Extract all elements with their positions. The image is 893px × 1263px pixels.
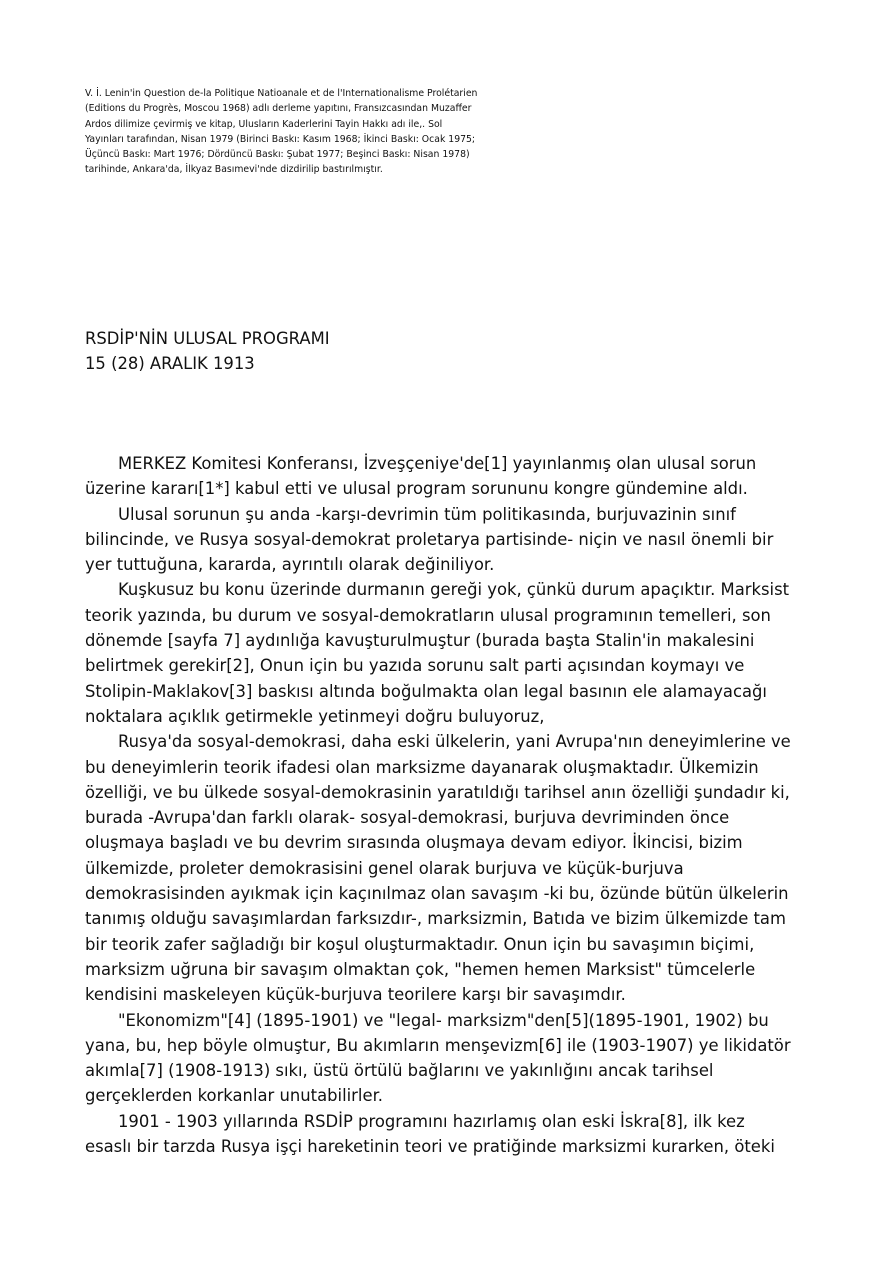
text-line: teorik yazında, bu durum ve sosyal-demokratların ulusal programının temelleri, son	[85, 605, 771, 625]
text-line: tanımış olduğu savaşımlardan farksızdır-, marksizmin, Batıda ve bizim ülkemizde tam	[85, 909, 786, 929]
paragraph-first-line: 1901 - 1903 yıllarında RSDİP programını hazırlamış olan eski İskra[8], ilk kez	[118, 1111, 745, 1131]
section-heading	[85, 326, 330, 376]
colophon-line: Ardos dilimize çevirmiş ve kitap, Ulusların Kaderlerini Tayin Hakkı adı ile,. Sol	[85, 118, 443, 130]
text-line: özelliği, ve bu ülkede sosyal-demokrasinin yaratıldığı tarihsel anın özelliği şundadır ki,	[85, 782, 790, 802]
text-line: esaslı bir tarzda Rusya işçi hareketinin teori ve pratiğinde marksizmi kurarken, öteki	[85, 1137, 775, 1157]
paragraph-first-line: MERKEZ Komitesi Konferansı, İzveşçeniye'de[1] yayınlanmış olan ulusal sorun	[118, 454, 757, 473]
text-line: bir teorik zafer sağladığı bir koşul oluşturmaktadır. Onun için bu savaşımın biçimi,	[85, 934, 755, 954]
colophon-line: Yayınları tarafından, Nisan 1979 (Birinci Baskı: Kasım 1968; İkinci Baskı: Ocak 1975;	[85, 133, 476, 145]
text-line: belirtmek gerekir[2], Onun için bu yazıda sorunu salt parti açısından koymayı ve	[85, 656, 745, 676]
article-body	[85, 451, 815, 1159]
paragraph-first-line: Rusya'da sosyal-demokrasi, daha eski ülkelerin, yani Avrupa'nın deneyimlerine ve	[118, 732, 791, 752]
text-line: bu deneyimlerin teorik ifadesi olan marksizme dayanarak oluşmaktadır. Ülkemizin	[85, 757, 759, 777]
colophon-line: Üçüncü Baskı: Mart 1976; Dördüncü Baskı: Şubat 1977; Beşinci Baskı: Nisan 1978)	[85, 149, 470, 161]
title-date: 15 (28) ARALIK 1913	[85, 354, 255, 373]
text-line: marksizm uğruna bir savaşım olmaktan çok, "hemen hemen Marksist" tümcelerle	[85, 959, 756, 979]
text-line: yer tuttuğuna, kararda, ayrıntılı olarak değiniliyor.	[85, 555, 495, 575]
text-line: gerçeklerden korkanlar unutabilirler.	[85, 1086, 384, 1106]
text-line: akımla[7] (1908-1913) sıkı, üstü örtülü bağlarını ve yakınlığını ancak tarihsel	[85, 1061, 714, 1081]
text-line: yana, bu, hep böyle olmuştur, Bu akımların menşevizm[6] ile (1903-1907) ye likidatör	[85, 1035, 791, 1055]
text-line: bilincinde, ve Rusya sosyal-demokrat proletarya partisinde- niçin ve nasıl önemli bir	[85, 529, 774, 549]
colophon-line: (Editions du Progrès, Moscou 1968) adlı derleme yapıtını, Fransızcasından Muzaffer	[85, 103, 472, 115]
text-line: kendisini maskeleyen küçük-burjuva teorilere karşı bir savaşımdır.	[85, 985, 626, 1005]
text-line: burada -Avrupa'dan farklı olarak- sosyal-demokrasi, burjuva devriminden önce	[85, 808, 730, 828]
paragraph-first-line: Ulusal sorunun şu anda -karşı-devrimin tüm politikasında, burjuvazinin sınıf	[118, 504, 736, 524]
colophon-note	[85, 86, 525, 178]
colophon-line: V. İ. Lenin'in Question de-la Politique Natioanale et de l'Internationalisme Prolétarien	[85, 88, 478, 99]
colophon-line: tarihinde, Ankara'da, İlkyaz Basımevi'nde dizdirilip bastırılmıştır.	[85, 164, 383, 176]
text-line: oluşmaya başladı ve bu devrim sırasında oluşmaya devam ediyor. İkincisi, bizim	[85, 833, 743, 853]
text-line: demokrasisinden ayıkmak için kaçınılmaz olan savaşım -ki bu, özünde bütün ülkelerin	[85, 884, 789, 904]
text-line: ülkemizde, proleter demokrasisini genel olarak burjuva ve küçük-burjuva	[85, 858, 684, 878]
text-line: üzerine kararı[1*] kabul etti ve ulusal program sorununu kongre gündemine aldı.	[85, 479, 748, 499]
paragraph-first-line: "Ekonomizm"[4] (1895-1901) ve "legal- marksizm"den[5](1895-1901, 1902) bu	[118, 1010, 769, 1030]
paragraph-first-line: Kuşkusuz bu konu üzerinde durmanın gereği yok, çünkü durum apaçıktır. Marksist	[118, 580, 790, 600]
text-line: dönemde [sayfa 7] aydınlığa kavuşturulmuştur (burada başta Stalin'in makalesini	[85, 631, 755, 651]
page-title: RSDİP'NİN ULUSAL PROGRAMI	[85, 329, 330, 348]
text-line: Stolipin-Maklakov[3] baskısı altında boğulmakta olan legal basının ele alamayacağı	[85, 681, 767, 701]
text-line: noktalara açıklık getirmekle yetinmeyi doğru buluyoruz,	[85, 706, 545, 726]
